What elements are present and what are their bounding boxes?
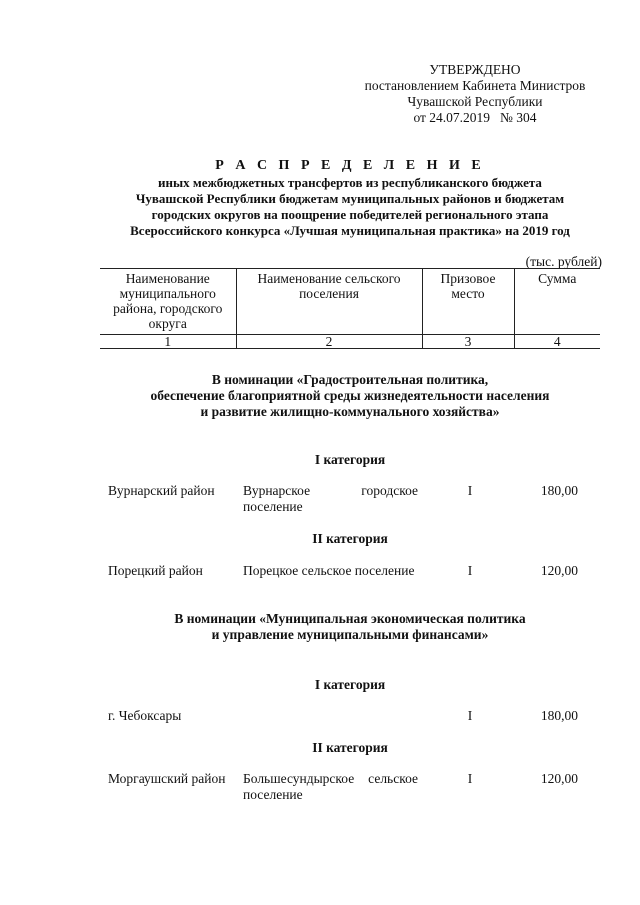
nomination-line: и управление муниципальными финансами» [211, 627, 489, 642]
document-title [90, 157, 610, 239]
settlement-name: Вурнарское городское поселение [243, 483, 418, 514]
district-name: Порецкий район [108, 563, 203, 578]
header-place: Призовое место [422, 269, 514, 335]
header-sum: Сумма [514, 269, 600, 335]
column-number: 3 [422, 335, 514, 349]
approval-authority: постановлением Кабинета Министров [364, 78, 586, 93]
title-line: Всероссийского конкурса «Лучшая муниципальная практика» на 2019 год [130, 223, 570, 238]
header-district: Наименование муниципального района, городского округа [100, 269, 236, 335]
nomination-line: В номинации «Градостроительная политика, [211, 372, 489, 387]
prize-place: I [467, 483, 473, 498]
category-heading: II категория [312, 531, 388, 546]
nomination-heading [100, 611, 600, 643]
nomination-line: и развитие жилищно-коммунального хозяйства» [200, 404, 500, 419]
column-number: 2 [236, 335, 422, 349]
district-name: Вурнарский район [108, 483, 215, 498]
settlement-name: Большесундырское сельское поселение [243, 771, 418, 802]
approval-republic: Чувашской Республики [407, 94, 543, 109]
approval-block [340, 62, 610, 126]
title-line: Чувашской Республики бюджетам муниципальных районов и бюджетам [135, 191, 565, 206]
column-number: 4 [514, 335, 600, 349]
approval-date: от 24.07.2019 [413, 110, 491, 125]
prize-place: I [467, 771, 473, 786]
units-label: (тыс. рублей) [525, 254, 602, 269]
district-name: Моргаушский район [108, 771, 226, 786]
nomination-heading [100, 372, 600, 420]
table-header [100, 268, 600, 349]
sum-value: 120,00 [540, 771, 578, 786]
approval-heading: УТВЕРЖДЕНО [429, 62, 521, 77]
approval-date-line [340, 110, 610, 126]
sum-value: 180,00 [540, 708, 578, 723]
category-heading: II категория [312, 740, 388, 755]
title-line: иных межбюджетных трансфертов из республиканского бюджета [158, 175, 542, 190]
category-heading: I категория [314, 452, 386, 467]
prize-place: I [467, 563, 473, 578]
settlement-name: Порецкое сельское поселение [243, 563, 415, 578]
nomination-line: В номинации «Муниципальная экономическая политика [174, 611, 526, 626]
sum-value: 180,00 [540, 483, 578, 498]
title-main: Р А С П Р Е Д Е Л Е Н И Е [215, 158, 485, 173]
nomination-line: обеспечение благоприятной среды жизнедеятельности населения [150, 388, 550, 403]
header-settlement: Наименование сельского поселения [236, 269, 422, 335]
category-heading: I категория [314, 677, 386, 692]
approval-number: № 304 [500, 110, 537, 125]
title-line: городских округов на поощрение победителей регионального этапа [151, 207, 549, 222]
district-name: г. Чебоксары [108, 708, 182, 723]
sum-value: 120,00 [540, 563, 578, 578]
prize-place: I [467, 708, 473, 723]
column-number: 1 [100, 335, 236, 349]
